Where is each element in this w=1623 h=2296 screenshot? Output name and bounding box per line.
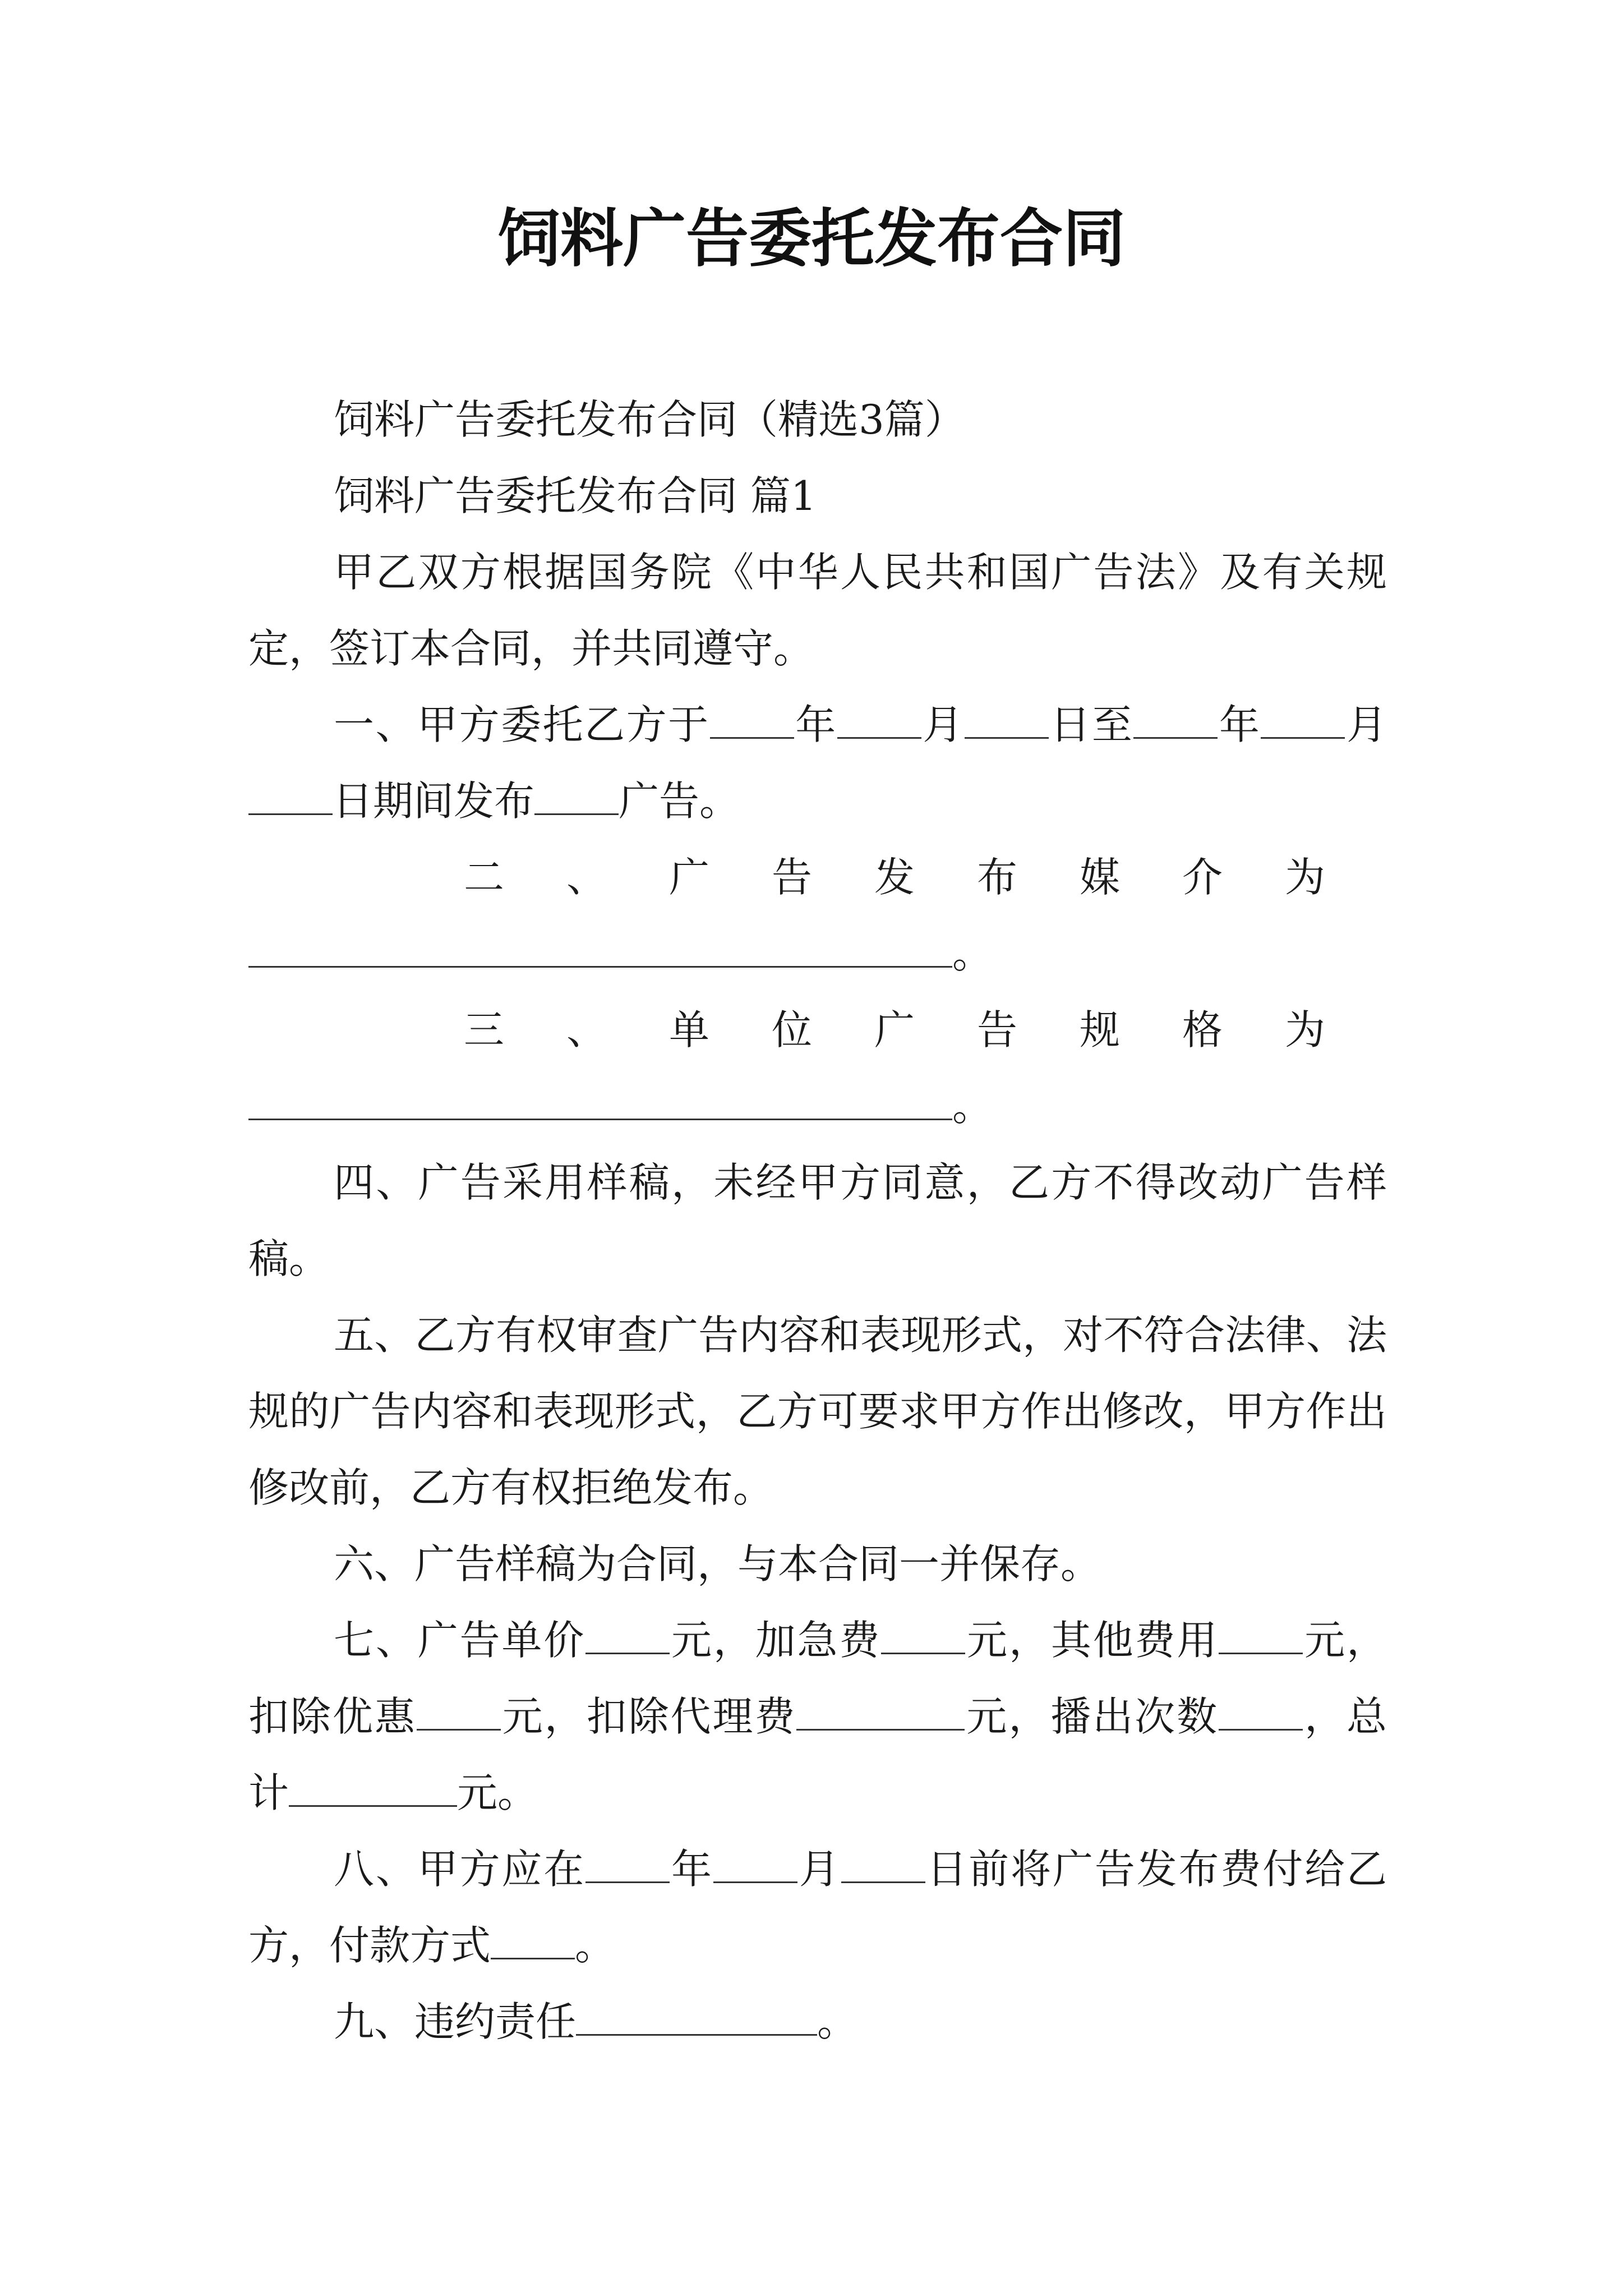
blank-field[interactable] <box>1219 1692 1303 1731</box>
blank-field[interactable] <box>585 1616 670 1654</box>
clause-8-text: 日前将广告发布费付给乙方，付款方式 <box>248 1846 1387 1969</box>
blank-field[interactable] <box>248 777 333 815</box>
clause-1-text: 月 <box>1345 701 1387 748</box>
clause-3-text: 三、单位广告规格为 <box>464 1006 1387 1053</box>
clause-8 <box>248 1831 1387 1984</box>
clause-6: 六、广告样稿为合同，与本合同一并保存。 <box>334 1540 1101 1588</box>
blank-field[interactable] <box>534 777 619 815</box>
blank-field[interactable] <box>837 701 921 739</box>
clause-2 <box>248 839 1387 915</box>
blank-field[interactable] <box>491 1921 575 1959</box>
clause-1 <box>248 687 1387 839</box>
clause-2-line <box>248 915 1387 992</box>
clause-7-text: 元。 <box>457 1769 538 1816</box>
clause-1-text: 年 <box>794 701 837 748</box>
clause-3-line <box>248 1068 1387 1144</box>
clause-8-text: 八、甲方应在 <box>334 1846 586 1893</box>
blank-field[interactable] <box>965 701 1049 739</box>
blank-field[interactable] <box>585 1845 670 1883</box>
intro-paragraph: 甲乙双方根据国务院《中华人民共和国广告法》及有关规定，签订本合同，并共同遵守。 <box>248 549 1387 672</box>
blank-field[interactable] <box>1219 1616 1303 1654</box>
clause-7-text: 元，加急费 <box>670 1617 882 1664</box>
clause-1-text: 日期间发布 <box>333 777 535 825</box>
blank-field[interactable] <box>1261 701 1345 739</box>
document-title: 饲料广告委托发布合同 <box>497 202 1126 275</box>
clause-8-text: 月 <box>797 1846 841 1893</box>
blank-field[interactable] <box>881 1616 965 1654</box>
clause-7 <box>248 1602 1387 1831</box>
clause-7-text: 元，播出次数 <box>965 1693 1219 1740</box>
clause-8-text: 年 <box>670 1846 713 1893</box>
blank-field[interactable] <box>713 1845 797 1883</box>
clause-8-text: 。 <box>575 1922 616 1969</box>
clause-1-text: 日至 <box>1048 701 1134 748</box>
blank-field[interactable] <box>841 1845 925 1883</box>
clause-1-text: 一、甲方委托乙方于 <box>334 701 710 748</box>
clause-9 <box>248 1984 1387 2060</box>
blank-field[interactable] <box>248 1082 952 1120</box>
section-heading: 饲料广告委托发布合同 篇1 <box>334 472 817 519</box>
clause-7-text: 七、广告单价 <box>334 1617 586 1664</box>
blank-field[interactable] <box>710 701 794 739</box>
blank-field[interactable] <box>417 1692 501 1731</box>
clause-2-text: 二、广告发布媒介为 <box>464 854 1387 901</box>
clause-1-text: 广告。 <box>619 777 740 825</box>
blank-field[interactable] <box>576 1998 817 2036</box>
clause-9-text: 九、违约责任 <box>334 1998 577 2045</box>
clause-2-end: 。 <box>952 930 993 977</box>
clause-7-text: 元，其他费用 <box>965 1617 1219 1664</box>
clause-5: 五、乙方有权审查广告内容和表现形式，对不符合法律、法规的广告内容和表现形式，乙方可要求甲方作出修改，甲方作出修改前，乙方有权拒绝发布。 <box>248 1312 1387 1511</box>
clause-1-text: 年 <box>1218 701 1261 748</box>
clause-3 <box>248 992 1387 1068</box>
blank-field[interactable] <box>1133 701 1218 739</box>
clause-9-text: 。 <box>817 1998 858 2045</box>
clause-7-text: 元，扣除优惠 <box>248 1617 1387 1740</box>
document-body <box>248 381 1387 2060</box>
subtitle: 饲料广告委托发布合同（精选3篇） <box>334 396 965 443</box>
clause-7-text: ，总计 <box>248 1693 1387 1816</box>
blank-field[interactable] <box>289 1769 457 1807</box>
clause-1-text: 月 <box>921 701 965 748</box>
blank-field[interactable] <box>248 930 952 968</box>
clause-4: 四、广告采用样稿，未经甲方同意，乙方不得改动广告样稿。 <box>248 1159 1387 1282</box>
clause-3-end: 。 <box>952 1083 993 1130</box>
clause-7-text: 元，扣除代理费 <box>500 1693 797 1740</box>
blank-field[interactable] <box>796 1692 965 1731</box>
